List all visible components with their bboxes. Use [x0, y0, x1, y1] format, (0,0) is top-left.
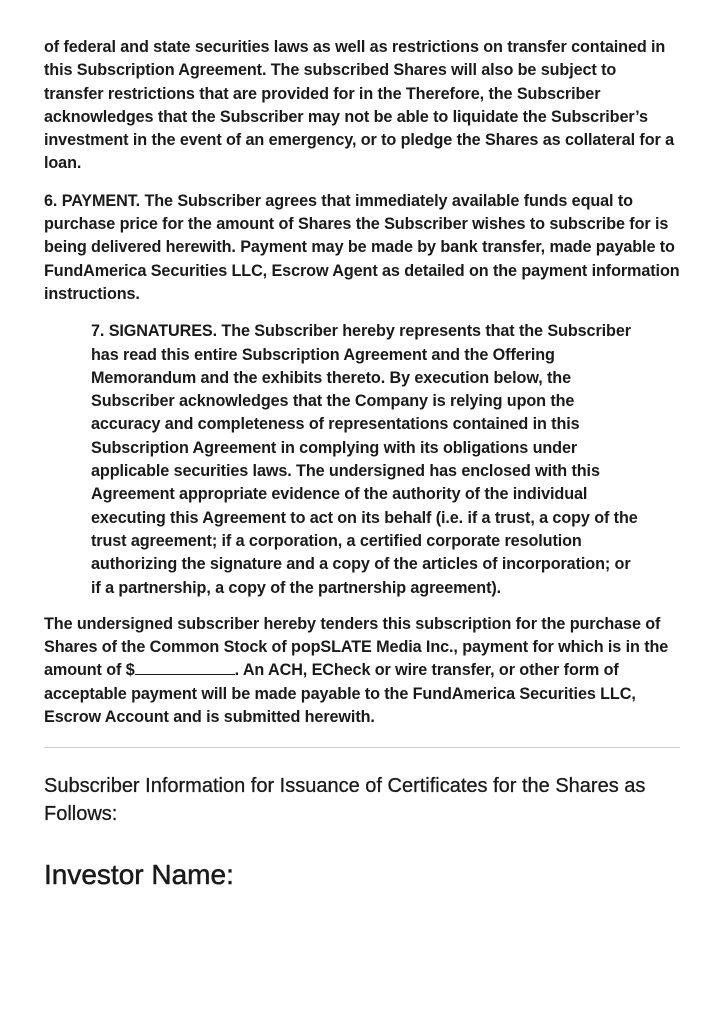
- tender-paragraph: [44, 613, 680, 729]
- payment-paragraph: 6. PAYMENT. The Subscriber agrees that immediately available funds equal to purchase price for the amount of Shares the Subscriber wishes to subscribe for is being delivered herewith. Payment may be made by bank transfer, made payable to FundAmerica Securities LLC, Escrow Agent as detailed on the payment information instructions.: [44, 191, 680, 303]
- amount-blank-field[interactable]: [135, 660, 235, 675]
- section-divider: [44, 747, 680, 748]
- signatures-paragraph: 7. SIGNATURES. The Subscriber hereby represents that the Subscriber has read this entire Subscription Agreement and the Offering Memorandum and the exhibits thereto. By execution below, the Subscriber acknowledges that the Company is relying upon the accuracy and completeness of representations contained in this Subscription Agreement in complying with its obligations under applicable securities laws. The undersigned has enclosed with this Agreement appropriate evidence of the authority of the individual executing this Agreement to act on its behalf (i.e. if a trust, a copy of the trust agreement; if a corporation, a certified corporate resolution authorizing the signature and a copy of the articles of incorporation; or if a partnership, a copy of the partnership agreement).: [91, 322, 638, 597]
- document-page: [44, 36, 680, 892]
- subscriber-info-heading: Subscriber Information for Issuance of Certificates for the Shares as Follows:: [44, 775, 646, 826]
- investor-name-label: Investor Name:: [44, 859, 234, 891]
- transfer-restrictions-paragraph: of federal and state securities laws as well as restrictions on transfer contained in this Subscription Agreement. The subscribed Shares will also be subject to transfer restrictions that are provided for in the Therefore, the Subscriber acknowledges that the Subscriber may not be able to liquidate the Subscriber’s investment in the event of an emergency, or to pledge the Shares as collateral for a loan.: [44, 38, 674, 173]
- tender-text-after: . An ACH, ECheck or wire transfer, or other form of acceptable payment will be made payable to the FundAmerica Securities LLC, Escrow Account and is submitted herewith.: [44, 661, 636, 727]
- tender-text-before: The undersigned subscriber hereby tenders this subscription for the purchase of Shares of the Common Stock of popSLATE Media Inc., payment for which is in the amount of $: [44, 614, 669, 680]
